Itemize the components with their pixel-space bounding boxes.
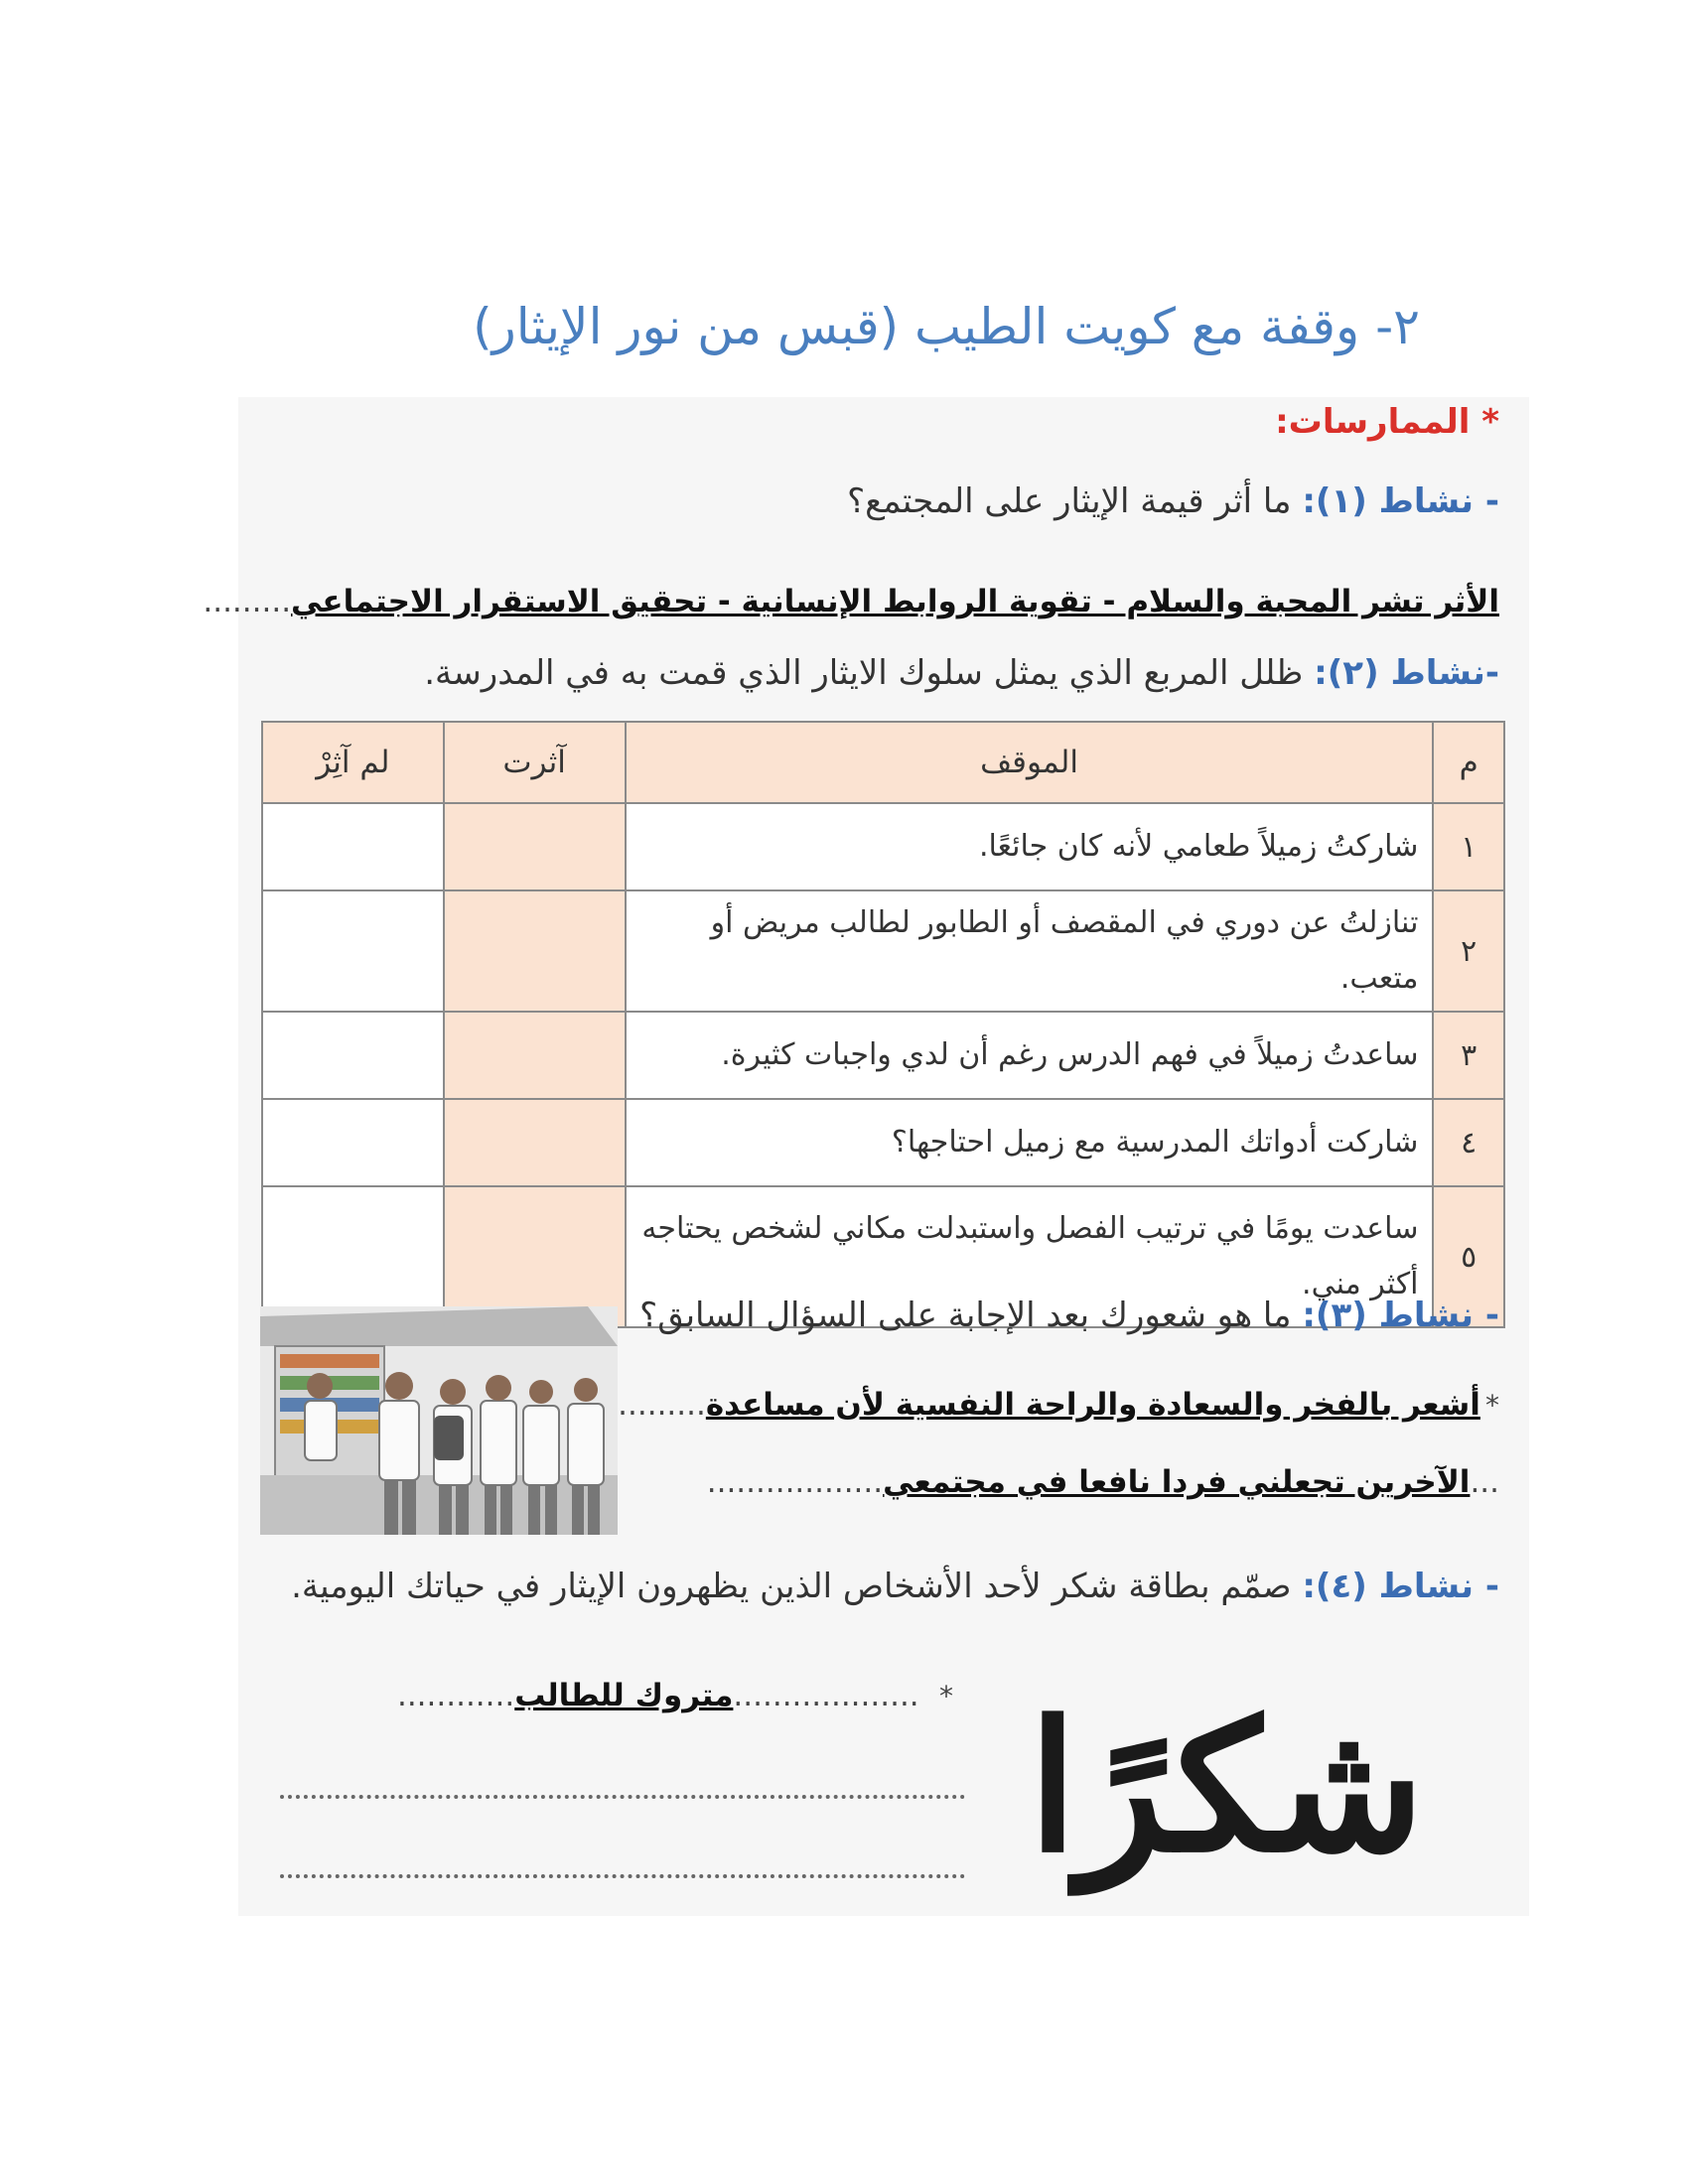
activity3-answer-line2 [707,1464,1499,1500]
header-num: م [1433,722,1504,803]
row-number: ٢ [1433,890,1504,1012]
row-situation: ساعدت يومًا في ترتيب الفصل واستبدلت مكاني لشخص يحتاجه أكثر مني. [626,1186,1434,1327]
header-did-not: لم آثِرْ [262,722,444,803]
students-canteen-photo [260,1306,618,1535]
activity1-question [847,481,1499,521]
star-bullet: * [1485,1389,1499,1422]
table-row [262,1012,1504,1099]
blank-answer-line[interactable] [280,1835,965,1878]
thanks-text: شكرًا [1028,1683,1425,1892]
row-number: ٤ [1433,1099,1504,1186]
row-number: ٥ [1433,1186,1504,1327]
activity3-answer-line1 [618,1387,1499,1423]
checkbox-did[interactable] [444,1012,626,1099]
table-row [262,890,1504,1012]
activity1-label: - نشاط (١): [1302,481,1499,521]
activity1-dots: ......... [203,584,292,619]
row-situation: تنازلتُ عن دوري في المقصف أو الطابور لطالب مريض أو متعب. [626,890,1434,1012]
blank-answer-line[interactable] [280,1755,965,1799]
activity4-answer: متروك للطالب [514,1678,734,1713]
activity3-question-text: ما هو شعورك بعد الإجابة على السؤال السابق؟ [639,1296,1292,1335]
checkbox-did-not[interactable] [262,1099,444,1186]
checkbox-did[interactable] [444,803,626,890]
table-row [262,1099,1504,1186]
activity3-dots2-post: .................. [706,1464,884,1500]
row-situation: شاركت أدواتك المدرسية مع زميل احتاجها؟ [626,1099,1434,1186]
activity3-dots1: ......... [618,1387,706,1423]
row-number: ١ [1433,803,1504,890]
star-bullet: * [939,1680,953,1712]
activity1-answer-line [203,584,1499,619]
activity1-question-text: ما أثر قيمة الإيثار على المجتمع؟ [847,481,1292,521]
checkbox-did-not[interactable] [262,1012,444,1099]
checkbox-did[interactable] [444,890,626,1012]
activity3-answer1: أشعر بالفخر والسعادة والراحة النفسية لأن مساعدة [705,1387,1480,1423]
header-situation: الموقف [626,722,1434,803]
activity4-dots-pre: ................... [733,1678,919,1713]
checkbox-did-not[interactable] [262,890,444,1012]
page-title: ٢- وقفة مع كويت الطيب (قبس من نور الإيثار) [473,298,1420,355]
activity1-answer: الأثر تشر المحبة والسلام - تقوية الروابط الإنسانية - تحقيق الاستقرار الاجتماعي [291,584,1499,619]
activity4-question-text: صمّم بطاقة شكر لأحد الأشخاص الذين يظهرون الإيثار في حياتك اليومية. [291,1567,1292,1606]
checkbox-did-not[interactable] [262,803,444,890]
activity3-question [639,1296,1499,1335]
activity2-question [424,653,1499,693]
practices-heading: * الممارسات: [1275,402,1499,442]
activity4-answer-line [397,1678,953,1713]
activity2-question-text: ظلل المربع الذي يمثل سلوك الايثار الذي قمت به في المدرسة. [424,653,1304,693]
activity4-label: - نشاط (٤): [1302,1567,1499,1606]
thanks-calligraphy [993,1676,1460,1904]
behavior-table [261,721,1505,1328]
activity3-answer2: الآخرين تجعلني فردا نافعا في مجتمعي [883,1464,1471,1500]
table-header-row [262,722,1504,803]
activity3-dots2-pre: ... [1470,1464,1499,1500]
row-situation: شاركتُ زميلاً طعامي لأنه كان جائعًا. [626,803,1434,890]
checkbox-did[interactable] [444,1099,626,1186]
activity2-label: -نشاط (٢): [1314,653,1499,693]
activity4-question [291,1567,1499,1606]
table-row [262,803,1504,890]
activity4-dots-post: ............ [396,1678,515,1713]
row-number: ٣ [1433,1012,1504,1099]
row-situation: ساعدتُ زميلاً في فهم الدرس رغم أن لدي واجبات كثيرة. [626,1012,1434,1099]
header-did: آثرت [444,722,626,803]
activity3-label: - نشاط (٣): [1302,1296,1499,1335]
